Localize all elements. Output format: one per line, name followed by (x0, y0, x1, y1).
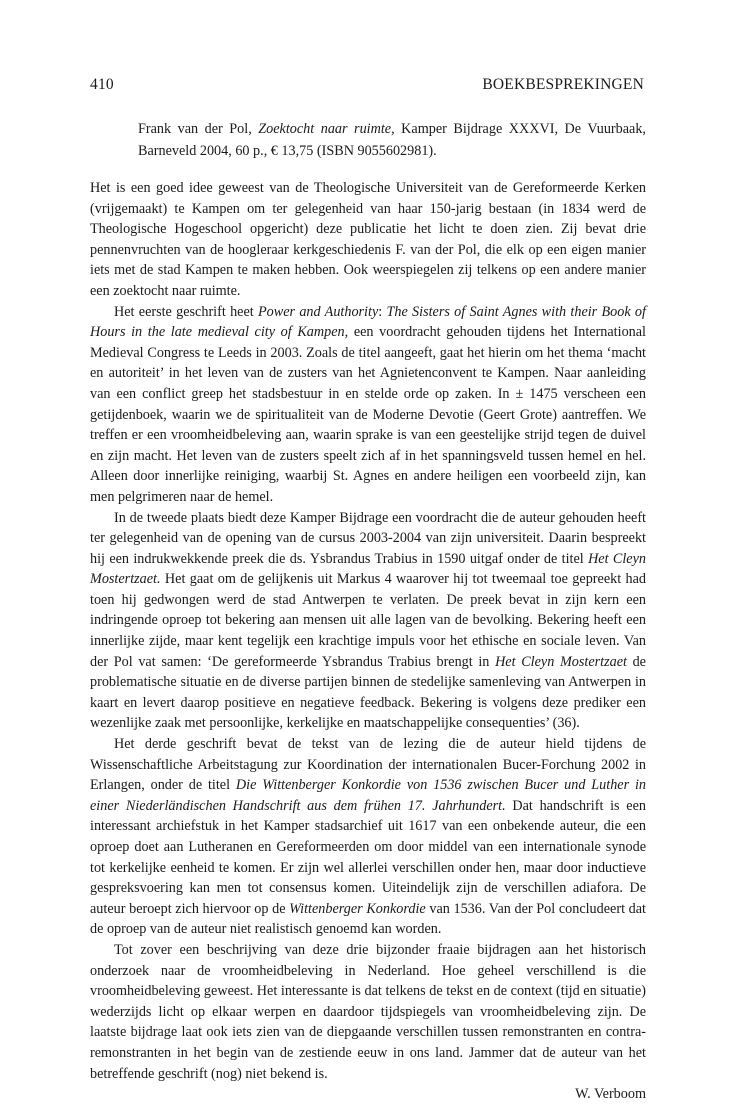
p4-text-a: Het derde geschrift bevat de tekst van de lezing die de auteur hield tijdens de Wissenschaftliche Arbeitstagung zur Koordination der internationalen Bucer-Forchung 2002 in Erlangen, onder de titel (90, 736, 646, 794)
paragraph-3 (90, 508, 646, 735)
paragraph-4 (90, 734, 646, 940)
p3-text-a: In de tweede plaats biedt deze Kamper Bijdrage een voordracht die de auteur gehouden heeft ter gelegenheid van de opening van de cursus 2003-2004 van zijn universiteit. Daarin bespreekt hij een indrukwekkende preek die ds. Ysbrandus Trabius in 1590 uitgaf onder de titel (90, 509, 646, 567)
p2-text-e: een voordracht gehouden tijdens het International Medieval Congress te Leeds in 2003. Zoals de titel aangeeft, gaat het hierin om het thema ‘macht en autoriteit’ in het leven van de zusters van het Agnietenconvent te Kampen. Naar aanleiding van een conflict greep het stadsbestuur in en stelde orde op zaken. In ± 1475 verscheen een getijdenboek, waarin we de spiritualiteit van de Moderne Devotie (Geert Grote) aantreffen. We treffen er een vroomheidbeleving aan, waarin sprake is van een geestelijke strijd tegen de duivel en zijn macht. Het leven van de zusters speelt zich af in het spanningsveld tussen hemel en hel. Alleen door innerlijke reiniging, waarbij St. Agnes en andere heiligen een voorbeeld zijn, kan men pelgrimeren naar de hemel. (90, 324, 646, 505)
review-body (90, 178, 646, 1105)
paragraph-5: Tot zover een beschrijving van deze drie bijzonder fraaie bijdragen aan het historisch onderzoek naar de vroomheidbeleving in Nederland. Hoe geheel verschillend is die vroomheidbeleving geweest. Het interessante is dat telkens de tekst en de context (tijd en situatie) wederzijds licht op elkaar werpen en daardoor tijdspiegels van vroomheidbeleving zijn. De laatste bijdrage laat ook iets zien van de diepgaande verschillen tussen remonstranten en contra-remonstranten in het begin van de zestiende eeuw in ons land. Jammer dat de auteur van het betreffende geschrift (nog) niet bekend is. (90, 941, 646, 1082)
p2-text-a: Het eerste geschrift heet (114, 303, 258, 320)
p3-title-2: Het Cleyn Mostertzaet (495, 653, 627, 670)
p2-text-c: : (378, 303, 387, 320)
p2-title-1: Power and Authority (258, 303, 379, 320)
reference-text (138, 118, 646, 162)
running-header (90, 76, 644, 94)
p4-text-c: Dat handschrift is een interessant archiefstuk in het Kamper stadsarchief uit 1617 van een onbekende auteur, die een oproep doet aan Lutheranen en Gereformeerden om door middel van een internationale synode tot kerkelijke eenheid te komen. Er zijn wel allerlei verschillen onder hen, maar door inductieve gespreksvoering kan men tot consensus komen. Uiteindelijk zijn de verschillen adiafora. De auteur beroept zich hiervoor op de (90, 797, 646, 917)
p3-text-c: Het gaat om de gelijkenis uit Markus 4 waarover hij tot tweemaal toe gepreekt had toen hij gedwongen werd de stad Antwerpen te verlaten. De preek bevat in zijn kern een indringende oproep tot bekering aan mensen uit alle lagen van de bevolking. Bekering heeft een innerlijke zijde, maar kent tegelijk een krachtige impuls voor het ethische en sociale leven. Van der Pol vat samen: ‘De gereformeerde Ysbrandus Trabius brengt in (90, 571, 646, 670)
page-number: 410 (90, 76, 114, 93)
p4-title-1: Die Wittenberger Konkordie von 1536 zwischen Bucer und Luther in einer Niederländischen Handschrift aus dem frühen 17. Jahrhundert. (90, 777, 646, 814)
reference-author: Frank van der Pol, (138, 121, 259, 137)
reviewer-signature: W. Verboom (575, 1086, 646, 1103)
section-title: BOEKBESPREKINGEN (482, 76, 644, 93)
p4-title-2: Wittenberger Konkordie (289, 900, 426, 917)
p3-title-1: Het Cleyn Mostertzaet. (90, 550, 646, 588)
p4-text-e: van 1536. Van der Pol concludeert dat de oproep van de auteur niet realistisch genoemd kan worden. (90, 900, 646, 938)
reference-details: Kamper Bijdrage XXXVI, De Vuurbaak, Barneveld 2004, 60 p., € 13,75 (ISBN 9055602981). (138, 121, 646, 159)
paragraph-2 (90, 302, 646, 508)
p3-text-e: de problematische situatie en de diverse partijen binnen de stedelijke samenleving van Antwerpen in kaart en levert daarop positieve en negatieve feedback. Bekering is volgens deze prediker een wezenlijke zaak met persoonlijke, kerkelijke en maatschappelijke consequenties’ (36). (90, 653, 646, 732)
p2-title-2: The Sisters of Saint Agnes with their Book of Hours in the late medieval city of Kampen, (90, 303, 646, 341)
reference-title: Zoektocht naar ruimte, (258, 121, 395, 137)
book-reference (138, 118, 646, 162)
paragraph-1: Het is een goed idee geweest van de Theologische Universiteit van de Gereformeerde Kerken (vrijgemaakt) te Kampen om ter gelegenheid van haar 150-jarig bestaan (in 1834 werd de Theologische Hogeschool opgericht) deze publicatie het licht te doen zien. Zij bevat drie pennenvruchten van de hoogleraar kerkgeschiedenis F. van der Pol, die elk op een eigen manier iets met de stad Kampen te maken hebben. Ook weerspiegelen zij telkens op een andere manier een zoektocht naar ruimte. (90, 180, 646, 299)
